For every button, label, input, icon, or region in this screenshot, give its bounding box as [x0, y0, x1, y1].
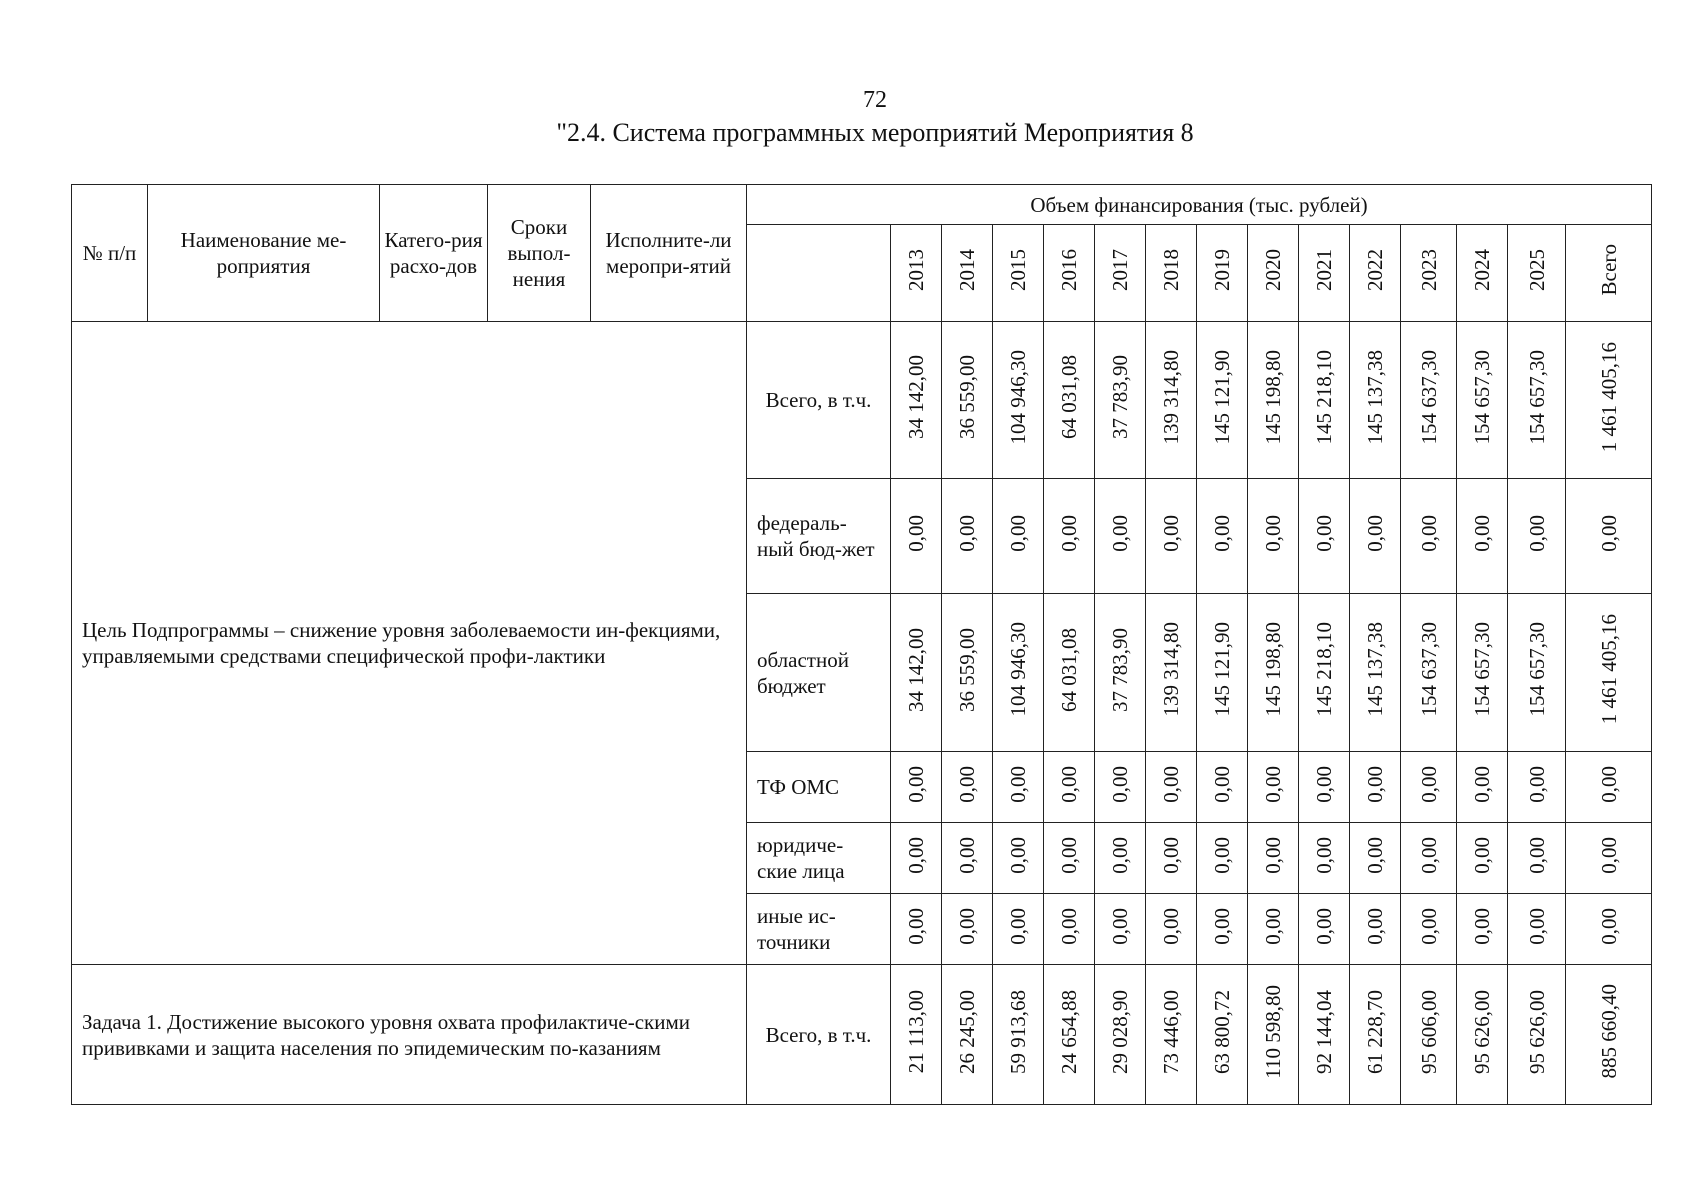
task-description: Задача 1. Достижение высокого уровня охвата профилактиче-скими прививками и защита населения по эпидемическим по-казаниям [72, 965, 747, 1105]
cell-value: 145 218,10 [1312, 349, 1336, 445]
table-cell [1146, 823, 1197, 894]
table-cell [1197, 752, 1248, 823]
table-cell [1508, 479, 1566, 594]
table-cell [1197, 823, 1248, 894]
table-cell [1197, 894, 1248, 965]
cell-value: 0,00 [1159, 907, 1183, 945]
cell-value: 0,00 [955, 765, 979, 803]
header-year-label: 2019 [1210, 249, 1234, 291]
cell-value: 0,00 [1108, 907, 1132, 945]
table-cell [1508, 752, 1566, 823]
header-year [1044, 225, 1095, 322]
table-cell [1566, 594, 1652, 752]
cell-value: 0,00 [955, 836, 979, 874]
cell-value: 885 660,40 [1596, 984, 1621, 1079]
cell-value: 0,00 [1596, 907, 1621, 945]
cell-value: 0,00 [1416, 514, 1441, 552]
cell-value: 0,00 [1159, 514, 1183, 552]
cell-value: 0,00 [1363, 907, 1387, 945]
cell-value: 34 142,00 [904, 355, 928, 439]
table-cell [1457, 322, 1508, 479]
table-cell [1401, 752, 1457, 823]
cell-value: 59 913,68 [1006, 989, 1030, 1074]
table-cell [1146, 965, 1197, 1105]
header-year [1095, 225, 1146, 322]
header-year-label: 2025 [1524, 249, 1549, 291]
cell-value: 0,00 [1006, 836, 1030, 874]
cell-value: 145 198,80 [1261, 349, 1285, 445]
cell-value: 29 028,90 [1108, 989, 1132, 1074]
cell-value: 0,00 [1108, 836, 1132, 874]
table-cell [993, 965, 1044, 1105]
goal-description: Цель Подпрограммы – снижение уровня заболеваемости ин-фекциями, управляемыми средствами специфической профи-лактики [72, 322, 747, 965]
cell-value: 0,00 [1057, 907, 1081, 945]
table-cell [891, 894, 942, 965]
cell-value: 0,00 [1108, 514, 1132, 552]
cell-value: 0,00 [1261, 907, 1285, 945]
table-cell [1350, 823, 1401, 894]
table-cell [1248, 894, 1299, 965]
cell-value: 0,00 [1159, 836, 1183, 874]
cell-value: 0,00 [904, 765, 928, 803]
funding-source-label: федераль-ный бюд-жет [747, 479, 891, 594]
cell-value: 64 031,08 [1057, 627, 1081, 712]
cell-value: 154 657,30 [1470, 622, 1494, 717]
cell-value: 0,00 [1416, 765, 1441, 803]
table-cell [1401, 594, 1457, 752]
cell-value: 0,00 [1312, 514, 1336, 552]
cell-value: 36 559,00 [955, 355, 979, 439]
table-cell [1299, 479, 1350, 594]
cell-value: 95 626,00 [1524, 989, 1549, 1074]
table-cell [993, 752, 1044, 823]
financing-table [71, 184, 1652, 1105]
header-category: Катего-рия расхо-дов [380, 185, 488, 322]
header-terms: Сроки выпол-нения [488, 185, 591, 322]
cell-value: 110 598,80 [1261, 984, 1285, 1079]
header-year-label: 2013 [904, 249, 928, 291]
cell-value: 0,00 [1596, 765, 1621, 803]
table-cell [1095, 322, 1146, 479]
cell-value: 0,00 [1470, 765, 1494, 803]
cell-value: 37 783,90 [1108, 627, 1132, 712]
cell-value: 139 314,80 [1159, 349, 1183, 445]
cell-value: 95 626,00 [1470, 989, 1494, 1074]
cell-value: 139 314,80 [1159, 622, 1183, 717]
cell-value: 0,00 [1312, 836, 1336, 874]
table-cell [1457, 594, 1508, 752]
table-cell [1508, 894, 1566, 965]
cell-value: 0,00 [1057, 836, 1081, 874]
header-year-label: 2022 [1363, 249, 1387, 291]
cell-value: 0,00 [904, 514, 928, 552]
header-year [1457, 225, 1508, 322]
cell-value: 92 144,04 [1312, 989, 1336, 1074]
cell-value: 145 121,90 [1210, 349, 1234, 445]
table-cell [1146, 594, 1197, 752]
header-year-label: 2014 [955, 249, 979, 291]
table-cell [993, 823, 1044, 894]
header-year-label: 2015 [1006, 249, 1030, 291]
table-cell [1044, 823, 1095, 894]
cell-value: 0,00 [1416, 836, 1441, 874]
table-cell [942, 594, 993, 752]
table-cell [1146, 894, 1197, 965]
header-year [1197, 225, 1248, 322]
table-cell [1299, 894, 1350, 965]
table-cell [1197, 479, 1248, 594]
table-cell [891, 752, 942, 823]
table-cell [1457, 894, 1508, 965]
table-cell [1146, 752, 1197, 823]
cell-value: 0,00 [1596, 514, 1621, 552]
cell-value: 64 031,08 [1057, 355, 1081, 439]
cell-value: 0,00 [1261, 765, 1285, 803]
header-year-label: 2021 [1312, 249, 1336, 291]
table-cell [1248, 823, 1299, 894]
header-year [1401, 225, 1457, 322]
table-cell [891, 322, 942, 479]
cell-value: 0,00 [1057, 765, 1081, 803]
header-year-label: 2016 [1057, 249, 1081, 291]
funding-source-label: областной бюджет [747, 594, 891, 752]
header-year [1566, 225, 1652, 322]
table-cell [1566, 894, 1652, 965]
header-executors: Исполните-ли меропри-ятий [591, 185, 747, 322]
cell-value: 145 218,10 [1312, 622, 1336, 717]
table-cell [942, 479, 993, 594]
table-cell [1566, 965, 1652, 1105]
table-cell [993, 894, 1044, 965]
header-year [993, 225, 1044, 322]
cell-value: 0,00 [1261, 514, 1285, 552]
cell-value: 154 637,30 [1416, 349, 1441, 445]
cell-value: 0,00 [955, 514, 979, 552]
table-cell [1350, 322, 1401, 479]
table-cell [891, 594, 942, 752]
table-cell [1044, 322, 1095, 479]
funding-source-label: Всего, в т.ч. [747, 965, 891, 1105]
table-cell [1095, 752, 1146, 823]
table-cell [1401, 894, 1457, 965]
table-cell [942, 965, 993, 1105]
table-cell [1299, 322, 1350, 479]
table-cell [1299, 965, 1350, 1105]
table-cell [993, 479, 1044, 594]
header-year [942, 225, 993, 322]
cell-value: 0,00 [1524, 836, 1549, 874]
table-cell [1350, 965, 1401, 1105]
table-cell [1508, 322, 1566, 479]
table-cell [1457, 479, 1508, 594]
table-cell [1350, 479, 1401, 594]
table-cell [1401, 823, 1457, 894]
header-year-label: 2018 [1159, 249, 1183, 291]
table-cell [1299, 594, 1350, 752]
table-cell [1299, 823, 1350, 894]
funding-source-label: иные ис-точники [747, 894, 891, 965]
table-cell [1095, 894, 1146, 965]
funding-source-label: Всего, в т.ч. [747, 322, 891, 479]
table-cell [1146, 322, 1197, 479]
cell-value: 0,00 [904, 907, 928, 945]
cell-value: 0,00 [1210, 765, 1234, 803]
table-cell [1248, 322, 1299, 479]
table-row [72, 322, 1652, 479]
table-cell [1248, 479, 1299, 594]
table-cell [1146, 479, 1197, 594]
table-cell [1095, 823, 1146, 894]
table-cell [1566, 752, 1652, 823]
table-cell [1350, 752, 1401, 823]
table-cell [1248, 965, 1299, 1105]
table-cell [1095, 965, 1146, 1105]
cell-value: 95 606,00 [1416, 989, 1441, 1074]
cell-value: 0,00 [1006, 765, 1030, 803]
cell-value: 0,00 [1210, 836, 1234, 874]
cell-value: 0,00 [1312, 907, 1336, 945]
cell-value: 0,00 [1363, 514, 1387, 552]
cell-value: 145 137,38 [1363, 349, 1387, 445]
page-number: 72 [863, 87, 887, 113]
cell-value: 26 245,00 [955, 989, 979, 1074]
cell-value: 61 228,70 [1363, 989, 1387, 1074]
table-cell [1044, 752, 1095, 823]
cell-value: 0,00 [1596, 836, 1621, 874]
cell-value: 73 446,00 [1159, 989, 1183, 1074]
table-cell [1044, 965, 1095, 1105]
table-cell [1401, 479, 1457, 594]
table-cell [1095, 594, 1146, 752]
table-cell [942, 823, 993, 894]
table-cell [1197, 322, 1248, 479]
cell-value: 154 657,30 [1524, 349, 1549, 445]
cell-value: 0,00 [1108, 765, 1132, 803]
cell-value: 1 461 405,16 [1596, 341, 1621, 453]
cell-value: 0,00 [1470, 514, 1494, 552]
cell-value: 0,00 [1470, 836, 1494, 874]
table-cell [1566, 322, 1652, 479]
cell-value: 0,00 [1210, 514, 1234, 552]
cell-value: 145 121,90 [1210, 622, 1234, 717]
table-cell [1299, 752, 1350, 823]
table-cell [1401, 322, 1457, 479]
cell-value: 0,00 [1057, 514, 1081, 552]
header-year-label: 2024 [1470, 249, 1494, 291]
cell-value: 0,00 [955, 907, 979, 945]
table-body [72, 322, 1652, 1105]
table-cell [1350, 594, 1401, 752]
header-funding: Объем финансирования (тыс. рублей) [747, 185, 1652, 225]
header-year-label: 2017 [1108, 249, 1132, 291]
header-num: № п/п [72, 185, 148, 322]
cell-value: 63 800,72 [1210, 989, 1234, 1074]
cell-value: 104 946,30 [1006, 349, 1030, 445]
funding-source-label: юридиче-ские лица [747, 823, 891, 894]
header-year-label: 2023 [1416, 249, 1441, 291]
header-year [1508, 225, 1566, 322]
cell-value: 36 559,00 [955, 627, 979, 712]
cell-value: 0,00 [1416, 907, 1441, 945]
cell-value: 154 657,30 [1524, 622, 1549, 717]
table-cell [891, 479, 942, 594]
cell-value: 0,00 [1524, 514, 1549, 552]
table-cell [891, 965, 942, 1105]
header-year-label: Всего [1596, 244, 1621, 296]
table-cell [1457, 752, 1508, 823]
cell-value: 21 113,00 [904, 989, 928, 1074]
header-year-label: 2020 [1261, 249, 1285, 291]
table-cell [993, 322, 1044, 479]
cell-value: 1 461 405,16 [1596, 614, 1621, 725]
table-cell [942, 752, 993, 823]
cell-value: 0,00 [1006, 514, 1030, 552]
header-source-blank [747, 225, 891, 322]
cell-value: 154 657,30 [1470, 349, 1494, 445]
table-row [72, 965, 1652, 1105]
header-name: Наименование ме-роприятия [148, 185, 380, 322]
table-cell [1095, 479, 1146, 594]
table-cell [1457, 823, 1508, 894]
table-cell [1248, 594, 1299, 752]
cell-value: 0,00 [1159, 765, 1183, 803]
cell-value: 0,00 [1312, 765, 1336, 803]
cell-value: 34 142,00 [904, 627, 928, 712]
table-cell [1566, 823, 1652, 894]
cell-value: 0,00 [1524, 765, 1549, 803]
cell-value: 37 783,90 [1108, 355, 1132, 439]
table-cell [942, 322, 993, 479]
cell-value: 154 637,30 [1416, 622, 1441, 717]
header-year [1299, 225, 1350, 322]
table-cell [1197, 965, 1248, 1105]
table-cell [1197, 594, 1248, 752]
cell-value: 0,00 [1006, 907, 1030, 945]
cell-value: 24 654,88 [1057, 989, 1081, 1074]
table-cell [1044, 594, 1095, 752]
cell-value: 145 198,80 [1261, 622, 1285, 717]
table-cell [1401, 965, 1457, 1105]
cell-value: 0,00 [1261, 836, 1285, 874]
table-cell [993, 594, 1044, 752]
table-cell [1457, 965, 1508, 1105]
table-cell [1508, 823, 1566, 894]
table-cell [1044, 894, 1095, 965]
funding-source-label: ТФ ОМС [747, 752, 891, 823]
table-cell [1044, 479, 1095, 594]
header-year [1248, 225, 1299, 322]
cell-value: 0,00 [904, 836, 928, 874]
header-year [891, 225, 942, 322]
cell-value: 0,00 [1524, 907, 1549, 945]
table-cell [1350, 894, 1401, 965]
document-title: "2.4. Система программных мероприятий Мероприятия 8 [556, 118, 1194, 147]
cell-value: 104 946,30 [1006, 622, 1030, 717]
table-cell [1566, 479, 1652, 594]
header-year [1146, 225, 1197, 322]
table-cell [1508, 594, 1566, 752]
cell-value: 0,00 [1363, 765, 1387, 803]
header-year [1350, 225, 1401, 322]
cell-value: 0,00 [1470, 907, 1494, 945]
table-cell [1248, 752, 1299, 823]
table-cell [942, 894, 993, 965]
cell-value: 0,00 [1210, 907, 1234, 945]
table-cell [1508, 965, 1566, 1105]
cell-value: 0,00 [1363, 836, 1387, 874]
table-cell [891, 823, 942, 894]
cell-value: 145 137,38 [1363, 622, 1387, 717]
